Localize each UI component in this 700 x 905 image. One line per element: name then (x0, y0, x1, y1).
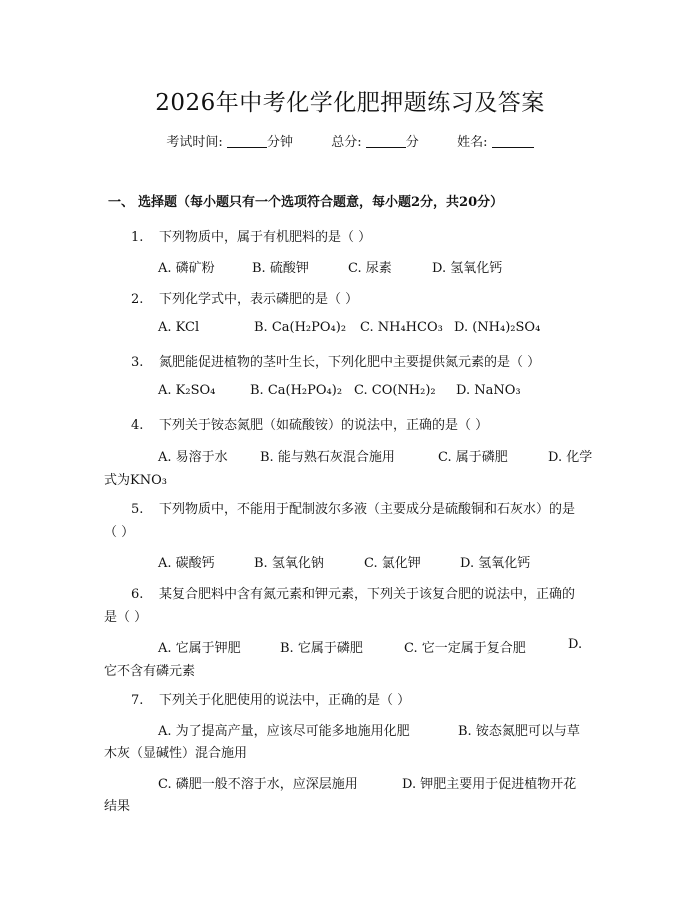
option-a[interactable]: A. KCl (158, 320, 200, 335)
time-blank[interactable] (227, 134, 267, 148)
option-b[interactable]: B. 它属于磷肥 (280, 641, 363, 656)
option-b-continuation: 木灰（显碱性）混合施用 (104, 746, 248, 761)
option-a[interactable]: A. K₂SO₄ (158, 383, 216, 398)
question-stem: 下列关于化肥使用的说法中，正确的是（ ） (159, 693, 411, 708)
name-blank[interactable] (492, 134, 534, 148)
question-stem: 氮肥能促进植物的茎叶生长，下列化肥中主要提供氮元素的是（ ） (159, 355, 541, 370)
option-b[interactable]: B. 铵态氮肥可以与草 (458, 724, 580, 739)
option-a[interactable]: A. 碳酸钙 (158, 556, 215, 571)
section-text: 选择题（每小题只有一个选项符合题意，每小题2分，共20分） (138, 195, 504, 210)
question-number: 3. (131, 355, 144, 370)
option-d-continuation: 结果 (104, 799, 131, 814)
option-a[interactable]: A. 磷矿粉 (158, 261, 215, 276)
option-b[interactable]: B. Ca(H₂PO₄)₂ (250, 383, 343, 398)
name-label: 姓名: (457, 135, 488, 150)
question-stem-continuation: 是（ ） (104, 610, 148, 625)
option-d-continuation: 式为KNO₃ (104, 473, 167, 488)
option-c[interactable]: C. 氯化钾 (364, 556, 421, 571)
score-label: 总分: (331, 135, 362, 150)
question-7 (131, 689, 410, 708)
option-c[interactable]: C. 尿素 (348, 261, 392, 276)
question-stem: 下列关于铵态氮肥（如硫酸铵）的说法中，正确的是（ ） (159, 418, 489, 433)
option-d[interactable]: D. NaNO₃ (456, 383, 521, 398)
time-unit: 分钟 (266, 135, 293, 150)
question-2 (131, 288, 358, 307)
option-b[interactable]: B. Ca(H₂PO₄)₂ (254, 320, 347, 335)
option-c[interactable]: C. NH₄HCO₃ (360, 320, 443, 335)
question-stem: 下列物质中，属于有机肥料的是（ ） (159, 230, 372, 245)
question-number: 6. (131, 587, 144, 602)
page-title: 2026年中考化学化肥押题练习及答案 (155, 90, 545, 116)
time-label: 考试时间: (166, 135, 223, 150)
option-c[interactable]: C. 磷肥一般不溶于水，应深层施用 (158, 777, 358, 792)
option-a[interactable]: A. 易溶于水 (158, 450, 228, 465)
option-c[interactable]: C. 它一定属于复合肥 (404, 641, 526, 656)
question-stem: 下列化学式中，表示磷肥的是（ ） (159, 292, 359, 307)
option-d[interactable]: D. 氢氧化钙 (460, 556, 531, 571)
option-d[interactable]: D. (NH₄)₂SO₄ (454, 320, 541, 335)
question-6 (131, 583, 575, 602)
option-c[interactable]: C. CO(NH₂)₂ (354, 383, 436, 398)
score-unit: 分 (405, 135, 419, 150)
question-5 (131, 498, 575, 517)
question-stem-continuation: （ ） (104, 525, 135, 540)
question-number: 1. (131, 230, 144, 245)
score-blank[interactable] (366, 134, 406, 148)
question-stem: 某复合肥料中含有氮元素和钾元素，下列关于该复合肥的说法中，正确的 (159, 587, 576, 602)
question-number: 5. (131, 502, 144, 517)
option-d[interactable]: D. 钾肥主要用于促进植物开花 (402, 777, 577, 792)
option-a[interactable]: A. 它属于钾肥 (158, 641, 241, 656)
option-d[interactable]: D. 化学 (548, 450, 593, 465)
question-4 (131, 414, 488, 433)
question-3 (131, 351, 540, 370)
option-d[interactable]: D. (568, 637, 583, 652)
option-c[interactable]: C. 属于磷肥 (438, 450, 508, 465)
exam-info-line (0, 131, 700, 150)
section-heading (108, 191, 503, 210)
option-d[interactable]: D. 氢氧化钙 (432, 261, 503, 276)
option-b[interactable]: B. 氢氧化钠 (254, 556, 324, 571)
option-b[interactable]: B. 硫酸钾 (252, 261, 309, 276)
question-stem: 下列物质中，不能用于配制波尔多液（主要成分是硫酸铜和石灰水）的是 (159, 502, 576, 517)
question-number: 7. (131, 693, 144, 708)
question-1 (131, 226, 371, 245)
option-d-continuation: 它不含有磷元素 (104, 664, 196, 679)
option-b[interactable]: B. 能与熟石灰混合施用 (260, 450, 395, 465)
question-number: 2. (131, 292, 144, 307)
section-number: 一、 (108, 195, 135, 210)
question-number: 4. (131, 418, 144, 433)
option-a[interactable]: A. 为了提高产量，应该尽可能多地施用化肥 (158, 724, 410, 739)
